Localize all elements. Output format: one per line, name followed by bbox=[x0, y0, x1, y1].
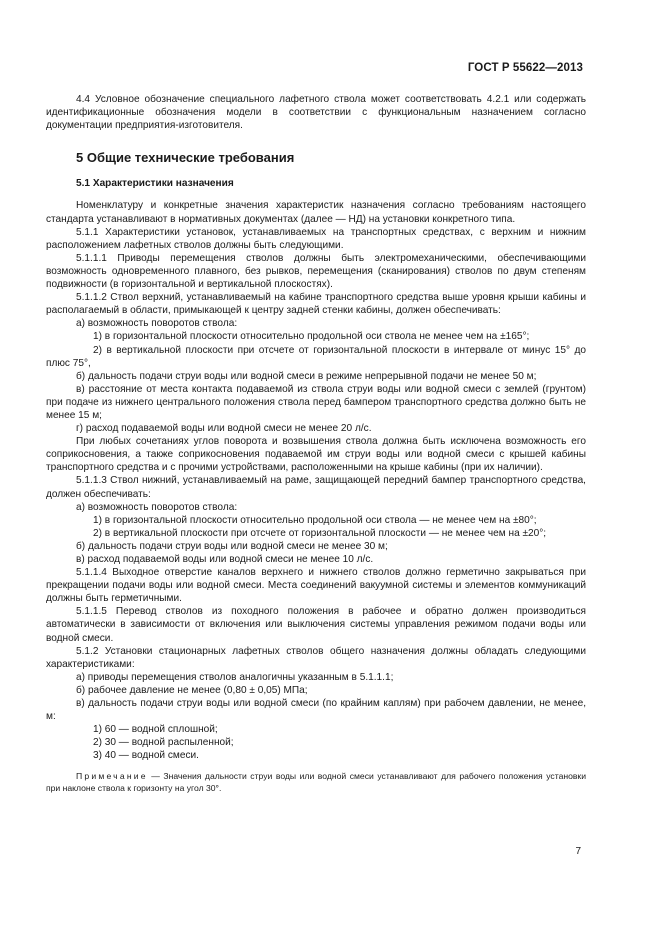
list-item-b3: б) рабочее давление не менее (0,80 ± 0,05) МПа; bbox=[76, 684, 308, 696]
note-label: Примечание bbox=[76, 770, 148, 781]
list-item-v1: в) расстояние от места контакта подаваемой из ствола струи воды или водной смеси с землей (грунтом) при подаче из нижнего центрального положения ствола перед бампером транспортного средства должно быть не менее 15 м; bbox=[46, 383, 586, 421]
note-text: — Значения дальности струи воды или водной смеси устанавливают для рабочего положения установки при наклоне ствола к горизонту на угол 30°. bbox=[46, 770, 586, 793]
paragraph-5-1-1-1: 5.1.1.1 Приводы перемещения стволов должны быть электромеханическими, обеспечивающими возможность одновременного плавного, без рывков, перемещения (сканирования) стволов по двум степеням подвижности (в горизонтальной и вертикальной плоскостях). bbox=[46, 252, 586, 291]
list-subitem-a1-1: 1) в горизонтальной плоскости относительно продольной оси ствола не менее чем на ±165°; bbox=[93, 331, 530, 343]
paragraph-5-1-1-3: 5.1.1.3 Ствол нижний, устанавливаемый на раме, защищающей передний бампер транспортного средства, должен обеспечивать: bbox=[46, 475, 586, 500]
list-subitem-a1-2: 2) в вертикальной плоскости при отсчете от горизонтальной плоскости в интервале от минус 15° до плюс 75°, bbox=[46, 344, 586, 369]
list-subitem-v3-3: 3) 40 — водной смеси. bbox=[93, 750, 199, 762]
list-item-g1: г) расход подаваемой воды или водной смеси не менее 20 л/с. bbox=[76, 423, 372, 435]
list-subitem-a2-1: 1) в горизонтальной плоскости относительно продольной оси ствола — не менее чем на ±80°; bbox=[93, 514, 537, 526]
section-heading-5: 5 Общие технические требования bbox=[76, 150, 295, 166]
paragraph-5-1-1-4: 5.1.1.4 Выходное отверстие каналов верхнего и нижнего стволов должно герметично закрываться при прекращении подачи воды или водной смеси. Места соединений вакуумной системы и элементов коммуникаций должны быть герметичными. bbox=[46, 567, 586, 605]
list-item-b1: б) дальность подачи струи воды или водной смеси в режиме непрерывной подачи не менее 50 м; bbox=[76, 370, 537, 382]
list-subitem-v3-2: 2) 30 — водной распыленной; bbox=[93, 737, 234, 749]
document-body bbox=[46, 93, 586, 794]
paragraph-intro: Номенклатуру и конкретные значения характеристик назначения согласно требованиям настоящего стандарта устанавливают в нормативных документах (далее — НД) на установки конкретного типа. bbox=[46, 200, 586, 225]
page-number: 7 bbox=[575, 846, 581, 857]
standard-header: ГОСТ Р 55622—2013 bbox=[467, 62, 583, 74]
list-item-a1: а) возможность поворотов ствола: bbox=[76, 318, 238, 330]
paragraph-5-1-1: 5.1.1 Характеристики установок, устанавливаемых на транспортных средствах, с верхним и нижним расположением лафетных стволов должны быть следующими. bbox=[46, 226, 586, 251]
paragraph-5-1-1-2: 5.1.1.2 Ствол верхний, устанавливаемый на кабине транспортного средства выше уровня крыши кабины и располагаемый в области, примыкающей к центру задней стенки кабины, должен обеспечивать: bbox=[46, 292, 586, 317]
paragraph-5-1-1-5: 5.1.1.5 Перевод стволов из походного положения в рабочее и обратно должен производиться автоматически в зависимости от включения или выключения системы управления режимом подачи воды или водной смеси. bbox=[46, 606, 586, 644]
paragraph-combos: При любых сочетаниях углов поворота и возвышения ствола должна быть исключена возможность его соприкосновения, а также соприкосновения подаваемой им струи воды или водной смеси с крышей кабины транспортного средства и с прочими устройствами, расположенными на крыше кабины (при их наличии). bbox=[46, 436, 586, 474]
paragraph-4-4: 4.4 Условное обозначение специального лафетного ствола может соответствовать 4.2.1 или содержать идентификационные обозначения модели в соответствии с функциональным назначением согласно документации предприятия-изготовителя. bbox=[46, 94, 586, 132]
list-item-v2: в) расход подаваемой воды или водной смеси не менее 10 л/с. bbox=[76, 554, 374, 565]
list-item-b2: б) дальность подачи струи воды или водной смеси не менее 30 м; bbox=[76, 540, 388, 552]
list-subitem-v3-1: 1) 60 — водной сплошной; bbox=[93, 724, 218, 736]
list-subitem-a2-2: 2) в вертикальной плоскости при отсчете от горизонтальной плоскости — не менее чем на ±20°; bbox=[93, 527, 547, 539]
note bbox=[46, 770, 586, 794]
paragraph-5-1-2: 5.1.2 Установки стационарных лафетных стволов общего назначения должны обладать следующими характеристиками: bbox=[46, 645, 586, 670]
list-item-a3: а) приводы перемещения стволов аналогичны указанным в 5.1.1.1; bbox=[76, 671, 394, 683]
list-item-a2: а) возможность поворотов ствола: bbox=[76, 501, 238, 513]
subsection-heading-5-1: 5.1 Характеристики назначения bbox=[76, 178, 234, 190]
list-item-v3: в) дальность подачи струи воды или водной смеси (по крайним каплям) при рабочем давлении, не менее, м: bbox=[46, 698, 586, 723]
